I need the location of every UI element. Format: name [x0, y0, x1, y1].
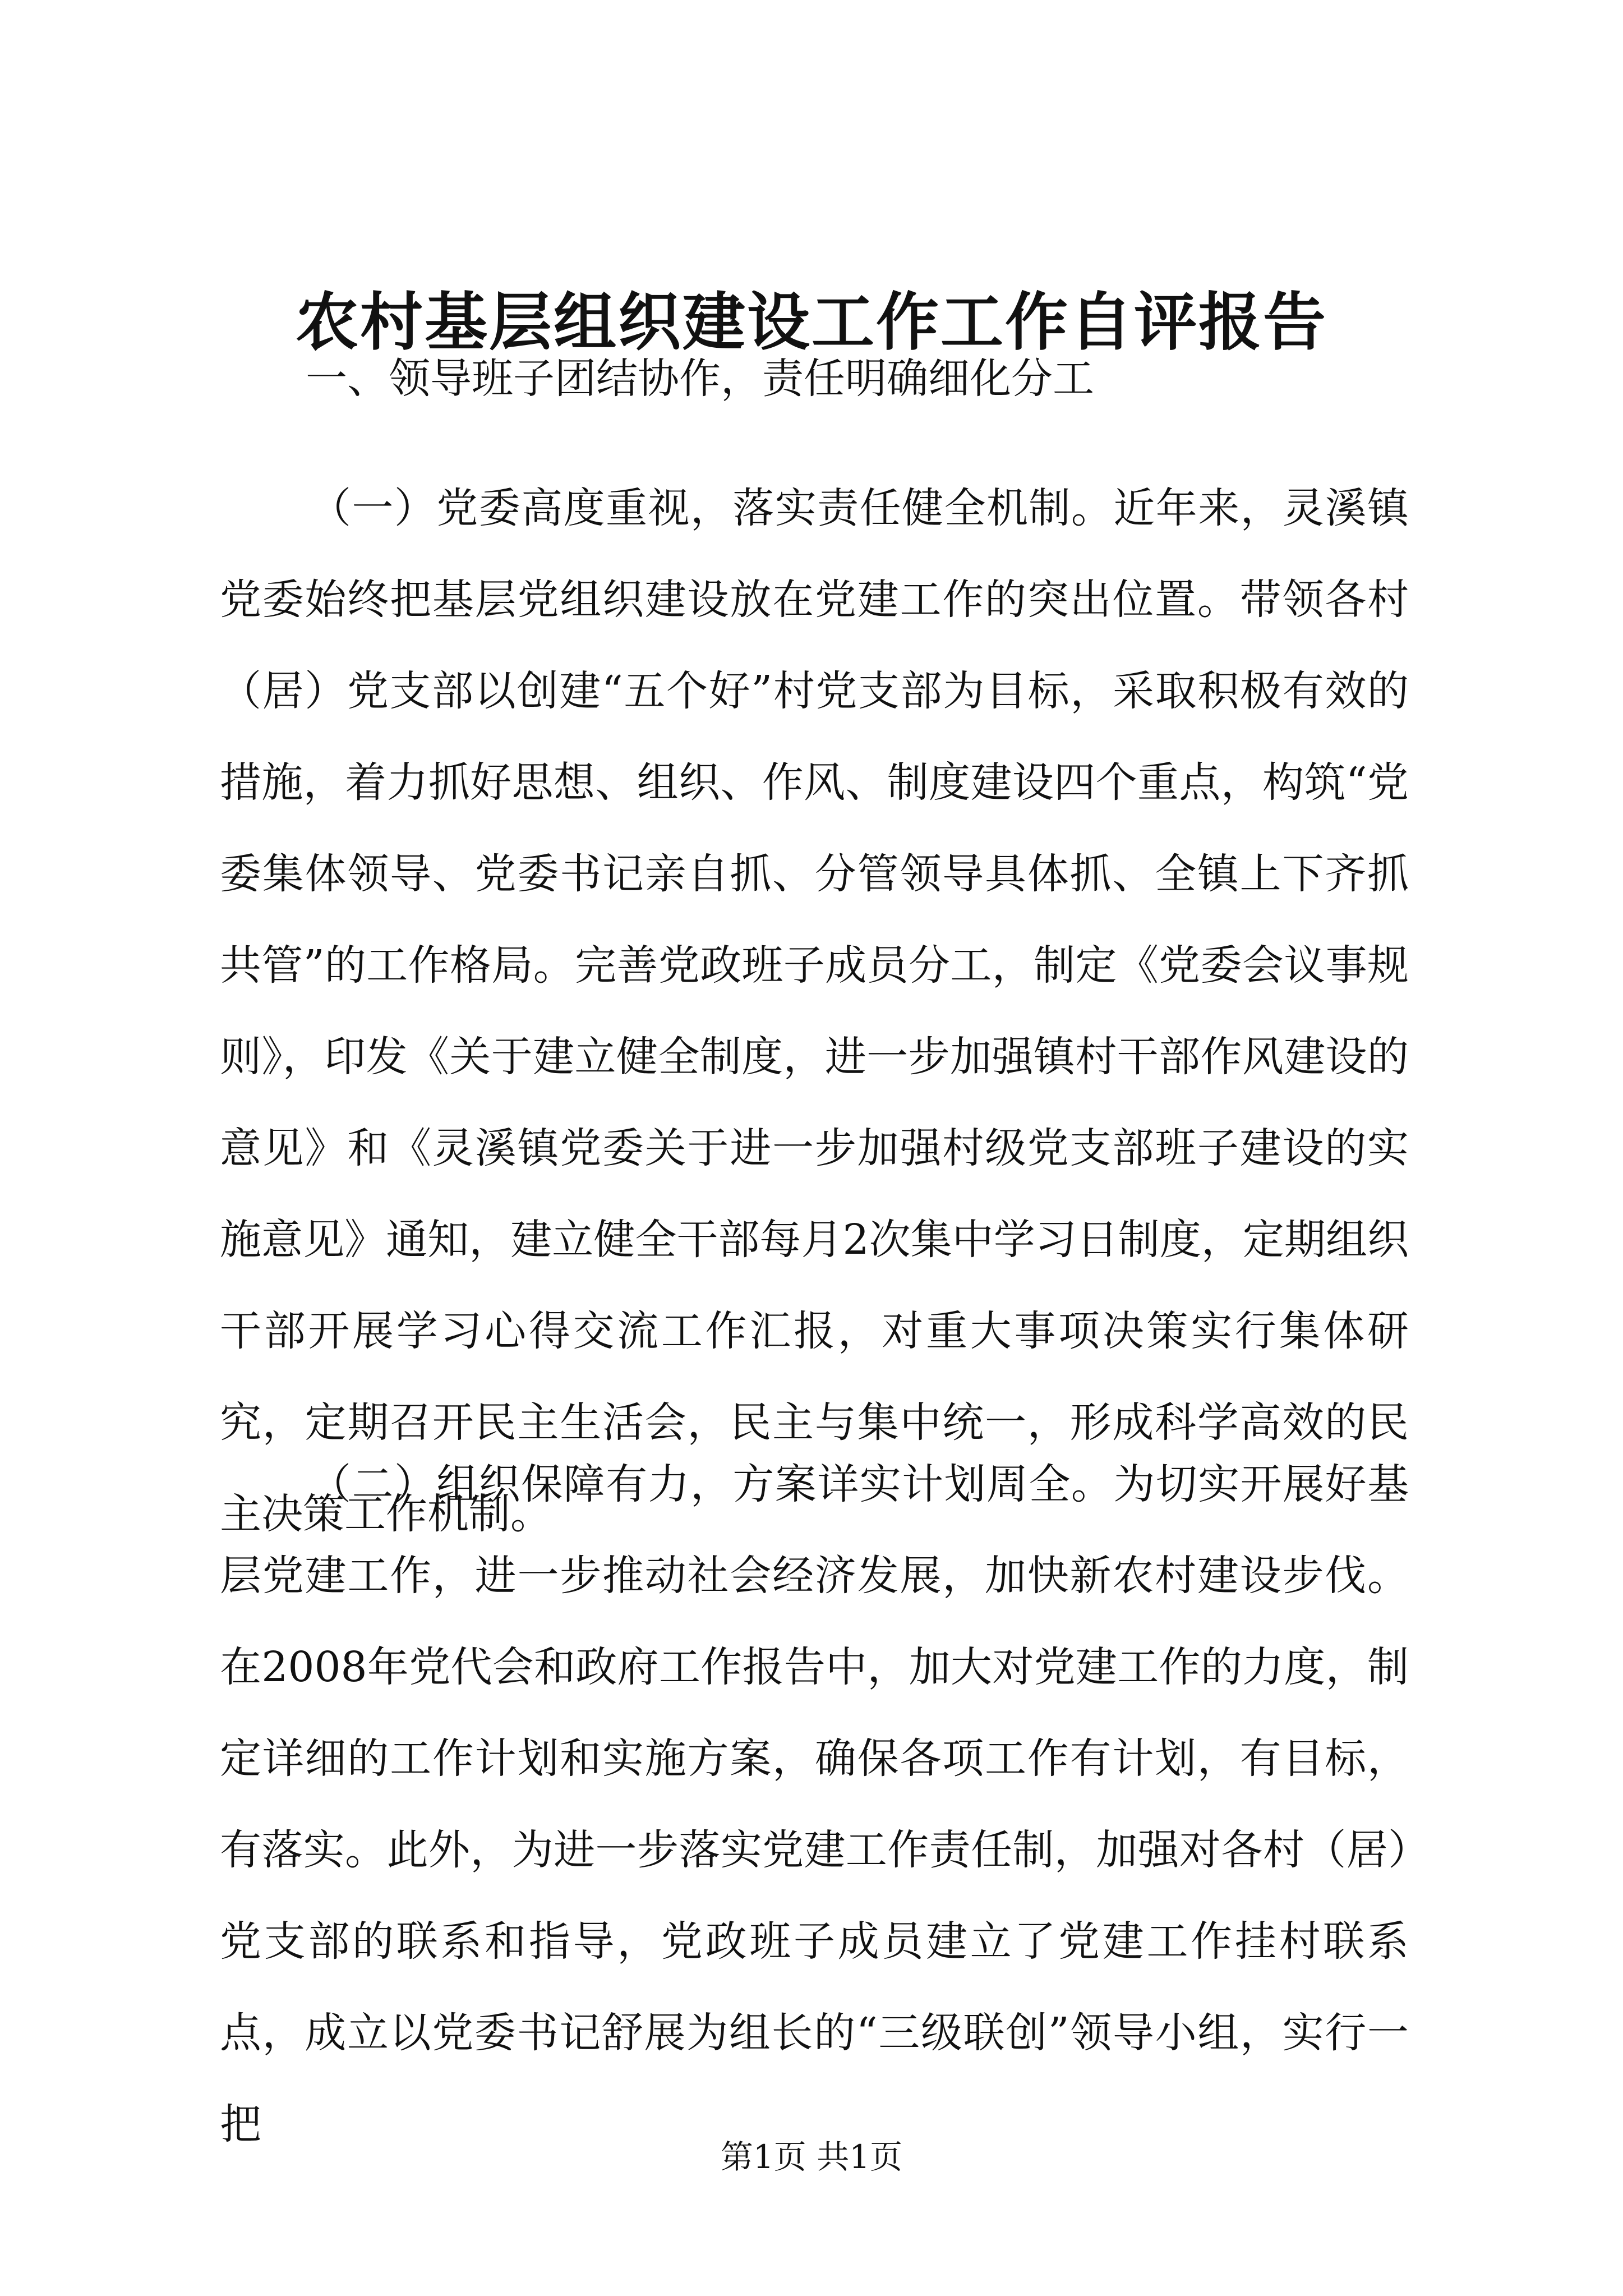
body-paragraph-2: （二）组织保障有力，方案详实计划周全。为切实开展好基层党建工作，进一步推动社会经济发展，加快新农村建设步伐。在2008年党代会和政府工作报告中，加大对党建工作的力度，制定详细的工作计划和实施方案，确保各项工作有计划，有目标，有落实。此外，为进一步落实党建工作责任制，加强对各村（居）党支部的联系和指导，党政班子成员建立了党建工作挂村联系点，成立以党委书记舒展为组长的“三级联创”领导小组，实行一把 — [220, 1460, 1409, 2148]
page-number-footer: 第1页 共1页 — [720, 2138, 903, 2176]
body-paragraph-1: （一）党委高度重视，落实责任健全机制。近年来，灵溪镇党委始终把基层党组织建设放在党建工作的突出位置。带领各村（居）党支部以创建“五个好”村党支部为目标，采取积极有效的措施，着力抓好思想、组织、作风、制度建设四个重点，构筑“党委集体领导、党委书记亲自抓、分管领导具体抓、全镇上下齐抓共管”的工作格局。完善党政班子成员分工，制定《党委会议事规则》，印发《关于建立健全制度，进一步加强镇村干部作风建设的意见》和《灵溪镇党委关于进一步加强村级党支部班子建设的实施意见》通知，建立健全干部每月2次集中学习日制度，定期组织干部开展学习心得交流工作汇报，对重大事项决策实行集体研究，定期召开民主生活会，民主与集中统一，形成科学高效的民主决策工作机制。 — [220, 484, 1409, 1538]
section-heading: 一、领导班子团结协作，责任明确细化分工 — [306, 355, 1094, 403]
document-title: 农村基层组织建设工作工作自评报告 — [296, 286, 1327, 359]
